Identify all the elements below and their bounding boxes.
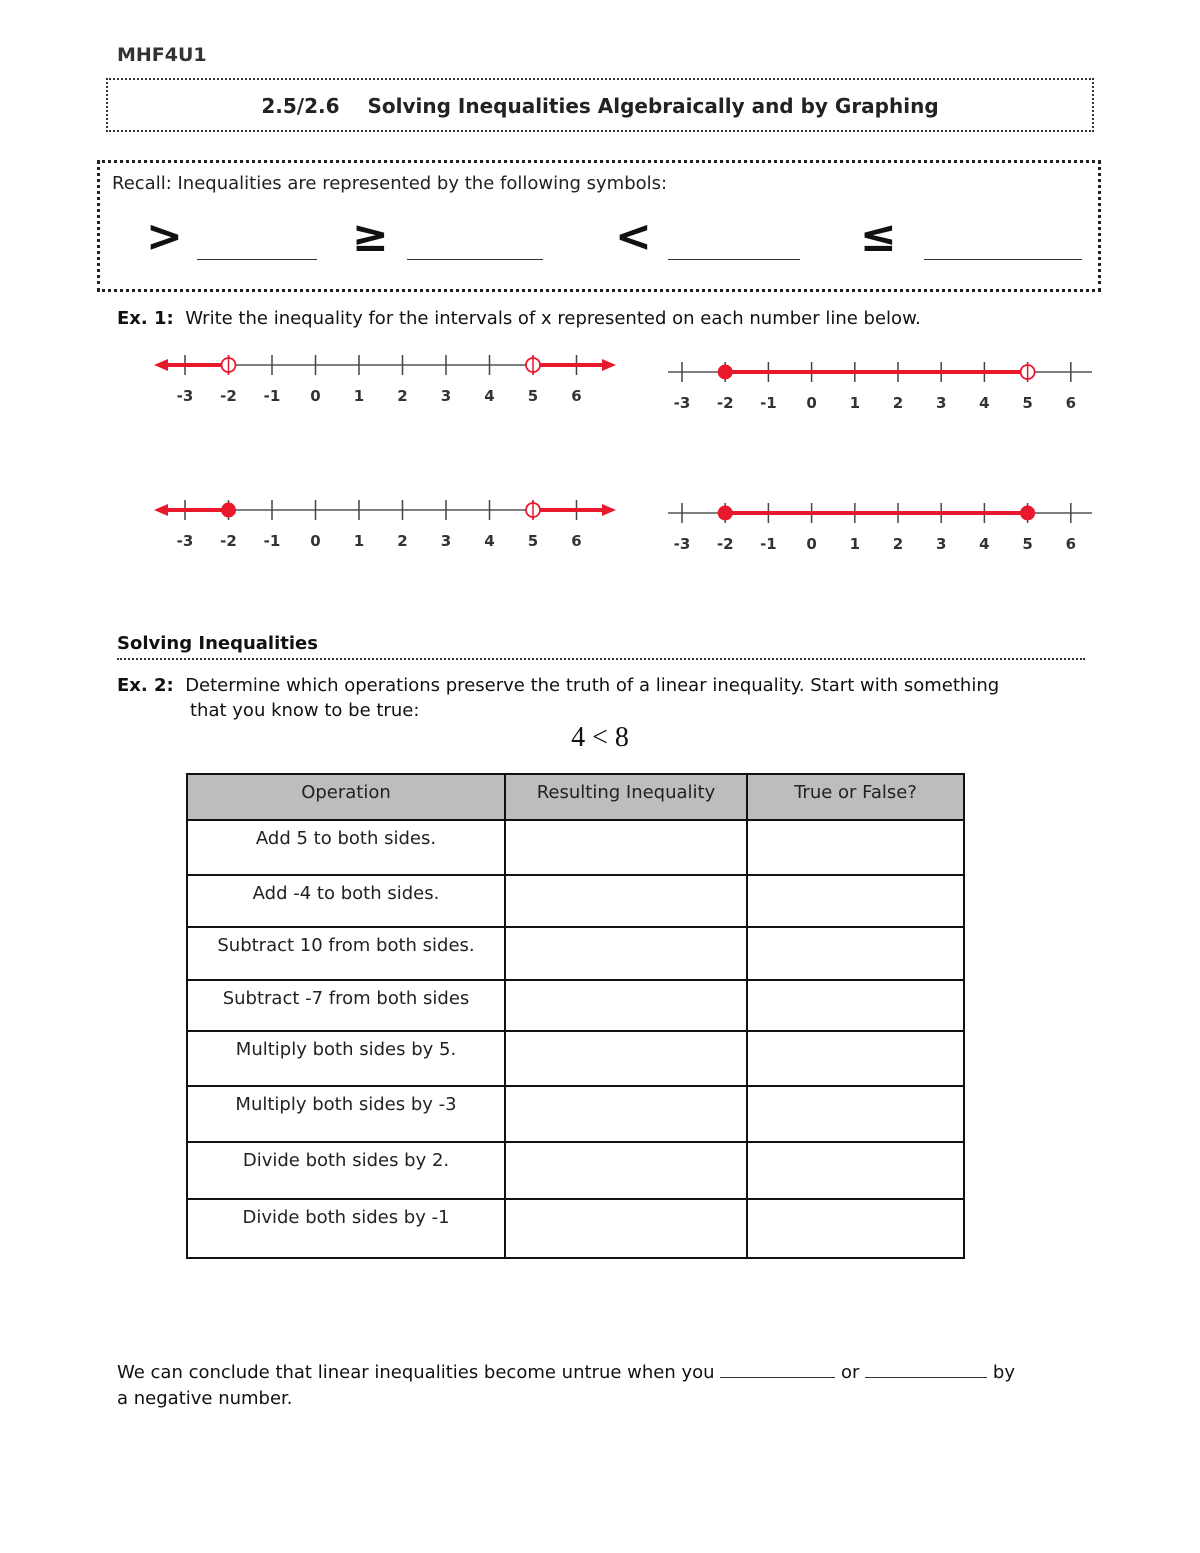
recall-text: Recall: Inequalities are represented by the following symbols: (112, 173, 668, 194)
resulting-inequality-cell[interactable] (505, 1086, 747, 1142)
operation-cell: Add -4 to both sides. (187, 875, 505, 927)
symbol-less-equal: ≤ (860, 211, 897, 262)
true-false-cell[interactable] (747, 875, 964, 927)
answer-blank-1[interactable] (197, 259, 317, 260)
tick-label: 3 (440, 387, 452, 405)
operation-cell: Subtract 10 from both sides. (187, 927, 505, 980)
tick-label: 3 (440, 532, 452, 550)
tick-label: 0 (806, 394, 817, 412)
tick-label: -1 (263, 387, 281, 405)
tick-label: 2 (397, 532, 408, 550)
operation-cell: Multiply both sides by 5. (187, 1031, 505, 1086)
tick-label: 4 (979, 535, 990, 553)
header-operation: Operation (187, 774, 505, 820)
right-arrow (602, 359, 616, 371)
tick-label: -2 (716, 394, 734, 412)
resulting-inequality-cell[interactable] (505, 1031, 747, 1086)
tick-label: -1 (760, 535, 777, 553)
tick-label: 2 (397, 387, 408, 405)
tick-label: -3 (176, 387, 194, 405)
tick-label: -1 (760, 394, 777, 412)
tick-label: 3 (935, 394, 947, 412)
ex2-prompt (117, 673, 1087, 723)
true-false-cell[interactable] (747, 927, 964, 980)
ex2-label: Ex. 2: (117, 675, 174, 696)
operation-cell: Multiply both sides by -3 (187, 1086, 505, 1142)
ex1-prompt (117, 308, 921, 329)
resulting-inequality-cell[interactable] (505, 875, 747, 927)
header-resulting-inequality: Resulting Inequality (505, 774, 747, 820)
tick-label: 4 (484, 387, 495, 405)
operations-table (186, 773, 965, 1259)
symbol-less: < (615, 211, 652, 262)
conclusion-line2: a negative number. (117, 1388, 293, 1409)
conclusion-by: by (992, 1362, 1015, 1383)
answer-blank-3[interactable] (668, 259, 800, 260)
true-false-cell[interactable] (747, 980, 964, 1031)
operation-cell: Divide both sides by 2. (187, 1142, 505, 1199)
number-line-3 (150, 490, 620, 560)
ex1-text: Write the inequality for the intervals of x represented on each number line below. (185, 308, 921, 329)
operation-cell: Add 5 to both sides. (187, 820, 505, 875)
page-title (108, 94, 1092, 118)
section-number: 2.5/2.6 (261, 94, 340, 118)
known-inequality: 4 < 8 (571, 722, 629, 753)
tick-label: 4 (979, 394, 990, 412)
conclusion-text (117, 1360, 1097, 1412)
table-row (187, 820, 964, 875)
recall-box (97, 160, 1101, 292)
conclusion-blank-1[interactable] (720, 1363, 835, 1378)
tick-label: -2 (220, 387, 237, 405)
tick-label: 6 (1065, 394, 1077, 412)
number-line-4 (660, 493, 1100, 563)
table-row (187, 1142, 964, 1199)
left-arrow (154, 359, 168, 371)
true-false-cell[interactable] (747, 1142, 964, 1199)
tick-label: 6 (571, 532, 582, 550)
tick-label: 2 (892, 394, 904, 412)
title-box (106, 78, 1094, 132)
true-false-cell[interactable] (747, 820, 964, 875)
tick-label: 2 (892, 535, 904, 553)
tick-label: 3 (935, 535, 947, 553)
number-line-1 (150, 345, 620, 415)
closed-endpoint (718, 506, 733, 521)
true-false-cell[interactable] (747, 1031, 964, 1086)
table-row (187, 927, 964, 980)
conclusion-part1: We can conclude that linear inequalities become untrue when you (117, 1362, 715, 1383)
conclusion-blank-2[interactable] (865, 1363, 987, 1378)
left-arrow (154, 504, 168, 516)
tick-label: -2 (220, 532, 237, 550)
tick-label: -3 (673, 394, 691, 412)
tick-label: 1 (353, 532, 365, 550)
closed-endpoint (718, 365, 733, 380)
table-header-row (187, 774, 964, 820)
tick-label: -2 (716, 535, 734, 553)
tick-label: 0 (806, 535, 817, 553)
tick-label: -1 (263, 532, 281, 550)
tick-label: 5 (1022, 535, 1033, 553)
conclusion-or: or (841, 1362, 860, 1383)
right-arrow (602, 504, 616, 516)
tick-label: 1 (849, 394, 861, 412)
tick-label: 1 (849, 535, 861, 553)
true-false-cell[interactable] (747, 1199, 964, 1258)
tick-label: 5 (1022, 394, 1033, 412)
course-code: MHF4U1 (117, 44, 207, 66)
answer-blank-4[interactable] (924, 259, 1082, 260)
answer-blank-2[interactable] (407, 259, 543, 260)
tick-label: -3 (176, 532, 194, 550)
operation-cell: Subtract -7 from both sides (187, 980, 505, 1031)
tick-label: 5 (527, 387, 539, 405)
table-row (187, 1199, 964, 1258)
ex2-line2: that you know to be true: (190, 700, 420, 721)
table-row (187, 1086, 964, 1142)
resulting-inequality-cell[interactable] (505, 820, 747, 875)
true-false-cell[interactable] (747, 1086, 964, 1142)
symbol-greater: > (146, 211, 183, 262)
number-line-2 (660, 352, 1100, 422)
table-row (187, 980, 964, 1031)
tick-label: 5 (527, 532, 539, 550)
resulting-inequality-cell[interactable] (505, 927, 747, 980)
section-divider (117, 658, 1085, 660)
tick-label: -3 (673, 535, 691, 553)
closed-endpoint (221, 503, 236, 518)
table-row (187, 875, 964, 927)
table-row (187, 1031, 964, 1086)
resulting-inequality-cell[interactable] (505, 1199, 747, 1258)
closed-endpoint (1020, 506, 1035, 521)
section-heading: Solving Inequalities (117, 633, 318, 654)
header-true-false: True or False? (747, 774, 964, 820)
tick-label: 0 (310, 387, 321, 405)
ex2-line1: Determine which operations preserve the truth of a linear inequality. Start with something (185, 675, 1000, 696)
ex1-label: Ex. 1: (117, 308, 174, 329)
tick-label: 6 (1065, 535, 1077, 553)
tick-label: 0 (310, 532, 321, 550)
tick-label: 1 (353, 387, 365, 405)
tick-label: 4 (484, 532, 495, 550)
resulting-inequality-cell[interactable] (505, 980, 747, 1031)
title-text: Solving Inequalities Algebraically and by Graphing (367, 94, 939, 118)
resulting-inequality-cell[interactable] (505, 1142, 747, 1199)
symbol-greater-equal: ≥ (352, 211, 389, 262)
operation-cell: Divide both sides by -1 (187, 1199, 505, 1258)
tick-label: 6 (571, 387, 582, 405)
